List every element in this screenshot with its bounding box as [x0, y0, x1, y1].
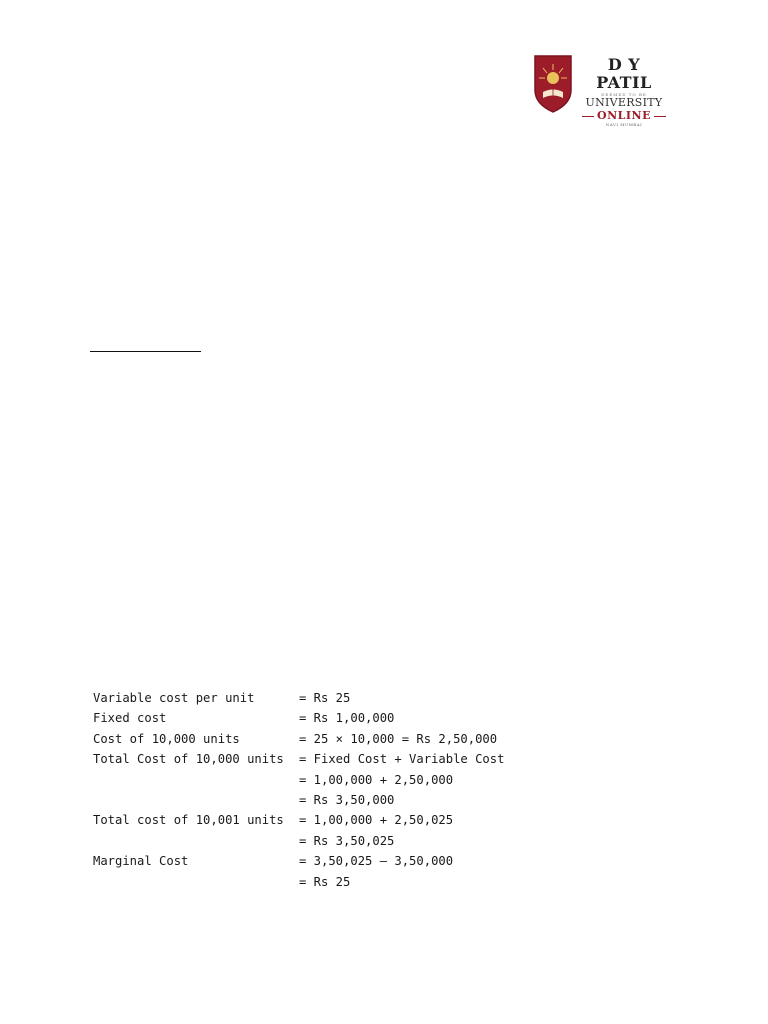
- calc-value: = Rs 25: [299, 691, 351, 705]
- calc-value: = Rs 3,50,000: [299, 793, 395, 808]
- calc-row-marginal-cost: [93, 851, 504, 871]
- logo-online-row: [581, 110, 667, 122]
- calc-row-total-cost-sum: [93, 770, 504, 790]
- calc-row-marginal-cost-result: [93, 872, 504, 892]
- university-logo: [533, 54, 673, 127]
- calc-row-total-cost-10001-result: [93, 831, 504, 851]
- calc-label: Total cost of 10,001 units: [93, 813, 284, 828]
- calc-label: [93, 831, 299, 851]
- logo-university: UNIVERSITY: [585, 96, 663, 109]
- calc-value: = 1,00,000 + 2,50,000: [299, 772, 454, 787]
- calc-value: = Rs 3,50,025: [299, 833, 395, 848]
- calc-label: [93, 770, 299, 790]
- logo-city: NAVI MUMBAI: [605, 122, 643, 127]
- calc-value: = 25 × 10,000 = Rs 2,50,000: [299, 731, 498, 746]
- calc-row-total-cost-result: [93, 790, 504, 810]
- calc-value: = Fixed Cost + Variable Cost: [299, 752, 505, 767]
- logo-deemed: DEEMED TO BE: [601, 92, 647, 97]
- calc-row-total-cost-10000: [93, 749, 504, 769]
- marginal-cost-calculation: [93, 688, 504, 892]
- calc-row-total-cost-10001: [93, 810, 504, 830]
- calc-label: Total Cost of 10,000 units: [93, 752, 284, 767]
- logo-rule-left: [582, 116, 594, 117]
- calc-value: = 3,50,025 – 3,50,000: [299, 854, 454, 869]
- logo-name: D Y PATIL: [596, 55, 652, 92]
- calc-label: Fixed cost: [93, 711, 167, 726]
- calc-value: = 1,00,000 + 2,50,025: [299, 813, 454, 828]
- logo-online: ONLINE: [597, 109, 651, 122]
- university-crest-icon: [533, 54, 573, 114]
- calc-label: [93, 872, 299, 892]
- calc-value: = Rs 25: [299, 874, 351, 889]
- calc-value: = Rs 1,00,000: [299, 711, 395, 726]
- calc-label: [93, 790, 299, 810]
- calc-label: Marginal Cost: [93, 854, 189, 869]
- section-heading-underline: [90, 351, 201, 352]
- calc-row-cost-10000: [93, 729, 504, 749]
- calc-label: Variable cost per unit: [93, 691, 255, 705]
- calc-row-fixed-cost: [93, 708, 504, 728]
- logo-rule-right: [654, 116, 666, 117]
- calc-label: Cost of 10,000 units: [93, 731, 240, 746]
- calc-row-variable-cost: [93, 688, 504, 708]
- logo-wordmark: [581, 54, 667, 128]
